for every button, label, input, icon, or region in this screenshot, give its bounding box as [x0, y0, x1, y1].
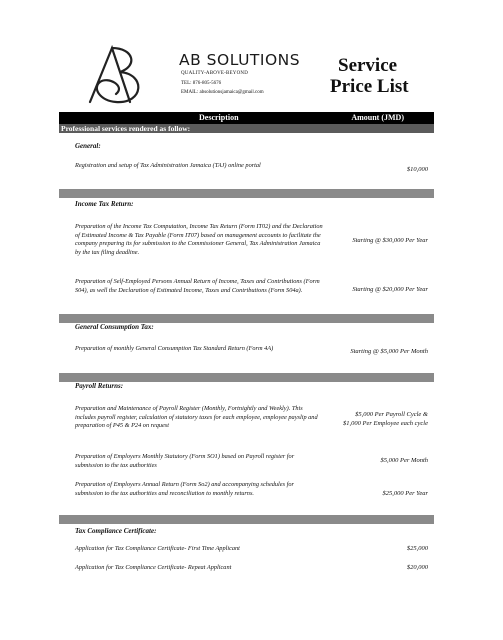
section-divider: [59, 515, 434, 524]
service-price: $25,000 Per Year: [382, 490, 428, 497]
ab-logo-icon: [86, 44, 152, 110]
service-description: Preparation and Maintenance of Payroll Register (Monthly, Fortnightly and Weekly). This includes payroll register, calculation of statutory taxes for each employee, employee payslip and preparation of P45 & P24 on request: [75, 405, 318, 430]
company-name: AB SOLUTIONS: [179, 51, 301, 69]
service-price-extra: $1,000 Per Employee each cycle: [342, 420, 428, 427]
service-description: Preparation of Self-Employed Persons Annual Return of Income, Taxes and Contributions (Form S04), as well the Declaration of Estimated Income, Taxes and Contributions (Form S04a).: [75, 278, 320, 294]
price-list-document: [59, 30, 434, 630]
service-description: Preparation of monthly General Consumption Tax Standard Return (Form 4A): [75, 345, 274, 352]
service-description: Preparation of Employers Annual Return (Form So2) and accompanying schedules for submission to the tax authorities and reconciliation to monthly returns.: [75, 481, 294, 497]
company-phone: TEL: 876-805-5676: [181, 81, 222, 86]
service-description: Application for Tax Compliance Certificate- Repeat Applicant: [75, 564, 232, 571]
service-price: $25,000: [406, 545, 428, 552]
section-heading-tax-compliance: Tax Compliance Certificate:: [75, 527, 157, 535]
services-subheader: Professional services rendered as follow:: [59, 124, 434, 133]
service-description: Preparation of Employers Monthly Statutory (Form SO1) based on Payroll register for submission to the tax authorities: [75, 453, 295, 469]
section-heading-gct: General Consumption Tax:: [75, 323, 154, 331]
service-price: Starting @ $5,000 Per Month: [350, 348, 428, 355]
service-price: Starting @ $30,000 Per Year: [352, 237, 428, 244]
section-heading-payroll: Payroll Returns:: [75, 382, 124, 390]
table-header-bar: [59, 112, 434, 124]
service-price: $5,000 Per Payroll Cycle &: [355, 411, 428, 418]
service-price: $5,000 Per Month: [380, 457, 428, 464]
company-tagline: QUALITY-ABOVE-BEYOND: [181, 71, 249, 76]
section-heading-income-tax: Income Tax Return:: [75, 200, 134, 208]
document-title-line2: Price List: [330, 76, 409, 97]
service-price: Starting @ $20,000 Per Year: [352, 286, 428, 293]
company-email: EMAIL: absolutionsjamaica@gmail.com: [181, 90, 264, 95]
service-description: Preparation of the Income Tax Computation, Income Tax Return (Form IT02) and the Declaration of Estimated Income & Tax Payable (Form IT07) based on management accounts to facilitate the company preparing its for submission to the Commissioner General, Tax Administration Jamaica by the tax filing deadline.: [75, 223, 323, 256]
description-column-header: Description: [199, 113, 239, 122]
service-description: Application for Tax Compliance Certificate- First Time Applicant: [75, 545, 240, 552]
section-divider: [59, 373, 434, 382]
section-divider: [59, 314, 434, 323]
service-price: $10,000: [406, 166, 428, 173]
document-title-line1: Service: [338, 55, 398, 76]
amount-column-header: Amount (JMD): [351, 113, 404, 122]
section-divider: [59, 189, 434, 198]
service-description: Registration and setup of Tax Administration Jamaica (TAJ) online portal: [75, 162, 261, 169]
section-heading-general: General:: [75, 142, 101, 150]
service-price: $20,000: [406, 564, 428, 571]
